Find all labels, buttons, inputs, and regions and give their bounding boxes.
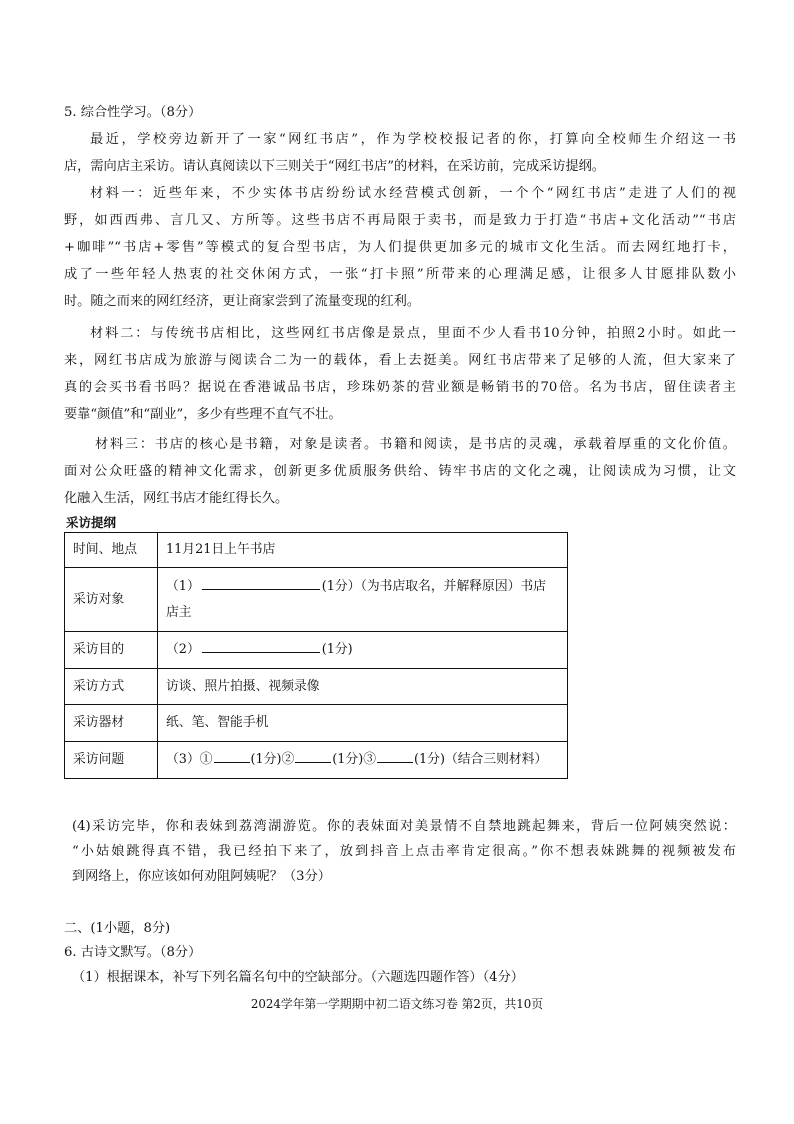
question-5-heading: 5. 综合性学习。（8分） xyxy=(64,105,202,120)
row-label-purpose: 采访目的 xyxy=(65,632,158,669)
material1-line-3: +咖啡”“书店+零售”等模式的复合型书店，为人们提供更加多元的城市文化生活。而去网红地打卡， xyxy=(64,240,736,255)
material2-line-3: 真的会买书看书吗？据说在香港诚品书店，珍珠奶茶的营业额是畅销书的70倍。名为书店，留住读者主 xyxy=(64,380,736,395)
answer-blank-1[interactable] xyxy=(202,577,320,590)
row-value-purpose xyxy=(158,632,568,669)
part4-line-3: 到网络上，你应该如何劝阻阿姨呢？（3分） xyxy=(72,869,331,884)
row-value-interviewee xyxy=(158,568,568,632)
material1-line-4: 成了一些年轻人热衷的社交休闲方式，一张“打卡照”所带来的心理满足感，让很多人甘愿排队数小 xyxy=(64,267,736,282)
row-value-questions xyxy=(158,742,568,779)
material2-line-4: 要靠“颜值”和“副业”，多少有些理不直气不壮。 xyxy=(64,407,342,422)
material1-line-2: 野，如西西弗、言几又、方所等。这些书店不再局限于卖书，而是致力于打造“书店+文化活动”“书店 xyxy=(64,213,736,228)
table-row xyxy=(65,705,568,742)
part4-line-1: (4)采访完毕，你和表妹到荔湾湖游览。你的表妹面对美景情不自禁地跳起舞来，背后一位阿姨突然说： xyxy=(72,819,736,834)
question-6-part-1: （1）根据课本，补写下列名篇名句中的空缺部分。（六题选四题作答）（4分） xyxy=(72,970,524,985)
question-6-heading: 6. 古诗文默写。（8分） xyxy=(64,945,202,960)
outline-title: 采访提纲 xyxy=(66,515,117,530)
row-label-time-place: 时间、地点 xyxy=(65,533,158,568)
table-row xyxy=(65,568,568,632)
table-row xyxy=(65,533,568,568)
blank-1-prefix: （1） xyxy=(166,578,200,594)
part4-line-2: “小姑娘跳得真不错，我已经拍下来了，放到抖音上点击率肯定很高。”你不想表妹跳舞的视频被发布 xyxy=(72,844,736,859)
material1-line-1: 材料一：近些年来，不少实体书店纷纷试水经营模式创新，一个个“网红书店”走进了人们的视 xyxy=(90,186,736,201)
blank-2-suffix: (1分) xyxy=(321,642,353,657)
page-footer: 2024学年第一学期期中初二语文练习卷 第2页，共10页 xyxy=(250,997,544,1011)
table-row xyxy=(65,669,568,705)
interview-outline-table xyxy=(64,532,568,779)
question-blank-b-prefix: (1分)② xyxy=(250,752,295,767)
row-label-method: 采访方式 xyxy=(65,669,158,705)
answer-blank-2[interactable] xyxy=(202,640,320,653)
table-row xyxy=(65,742,568,779)
intro-line-1: 最近，学校旁边新开了一家“网红书店”，作为学校校报记者的你，打算向全校师生介绍这一书 xyxy=(90,132,736,147)
row-label-questions: 采访问题 xyxy=(65,742,158,779)
intro-line-2: 店，需向店主采访。请认真阅读以下三则关于“网红书店”的材料，在采访前，完成采访提纲。 xyxy=(64,159,605,174)
row-label-interviewee: 采访对象 xyxy=(65,568,158,632)
question-blank-c-prefix: (1分)③ xyxy=(332,752,377,767)
question-blank-a-prefix: （3）① xyxy=(166,752,213,767)
blank-2-prefix: （2） xyxy=(166,642,200,657)
row-value-time-place: 11月21日上午书店 xyxy=(158,533,568,568)
material2-line-1: 材料二：与传统书店相比，这些网红书店像是景点，里面不少人看书10分钟，拍照2小时。如此一 xyxy=(90,326,736,341)
material2-line-2: 来，网红书店成为旅游与阅读合二为一的载体，看上去挺美。网红书店带来了足够的人流，但大家来了 xyxy=(64,353,736,368)
interviewee-line-2: 店主 xyxy=(166,604,192,620)
material1-line-5: 时。随之而来的网红经济，更让商家尝到了流量变现的红利。 xyxy=(64,294,421,309)
table-row xyxy=(65,632,568,669)
material3-line-2: 面对公众旺盛的精神文化需求，创新更多优质服务供给、铸牢书店的文化之魂，让阅读成为习惯，让文 xyxy=(64,464,736,479)
question-blank-d-suffix: (1分)（结合三则材料） xyxy=(414,752,548,767)
row-value-equipment: 纸、笔、智能手机 xyxy=(158,705,568,742)
answer-blank-3a[interactable] xyxy=(214,750,250,763)
row-value-method: 访谈、照片拍摄、视频录像 xyxy=(158,669,568,705)
section-2-heading: 二、(1小题，8分) xyxy=(64,921,171,936)
row-label-equipment: 采访器材 xyxy=(65,705,158,742)
answer-blank-3b[interactable] xyxy=(295,750,331,763)
material3-line-3: 化融入生活，网红书店才能红得长久。 xyxy=(64,491,289,506)
blank-1-suffix: (1分）（为书店取名，并解释原因）书店 xyxy=(321,578,547,594)
material3-line-1: 材料三：书店的核心是书籍，对象是读者。书籍和阅读，是书店的灵魂，承载着厚重的文化价值。 xyxy=(95,437,736,452)
answer-blank-3c[interactable] xyxy=(377,750,413,763)
